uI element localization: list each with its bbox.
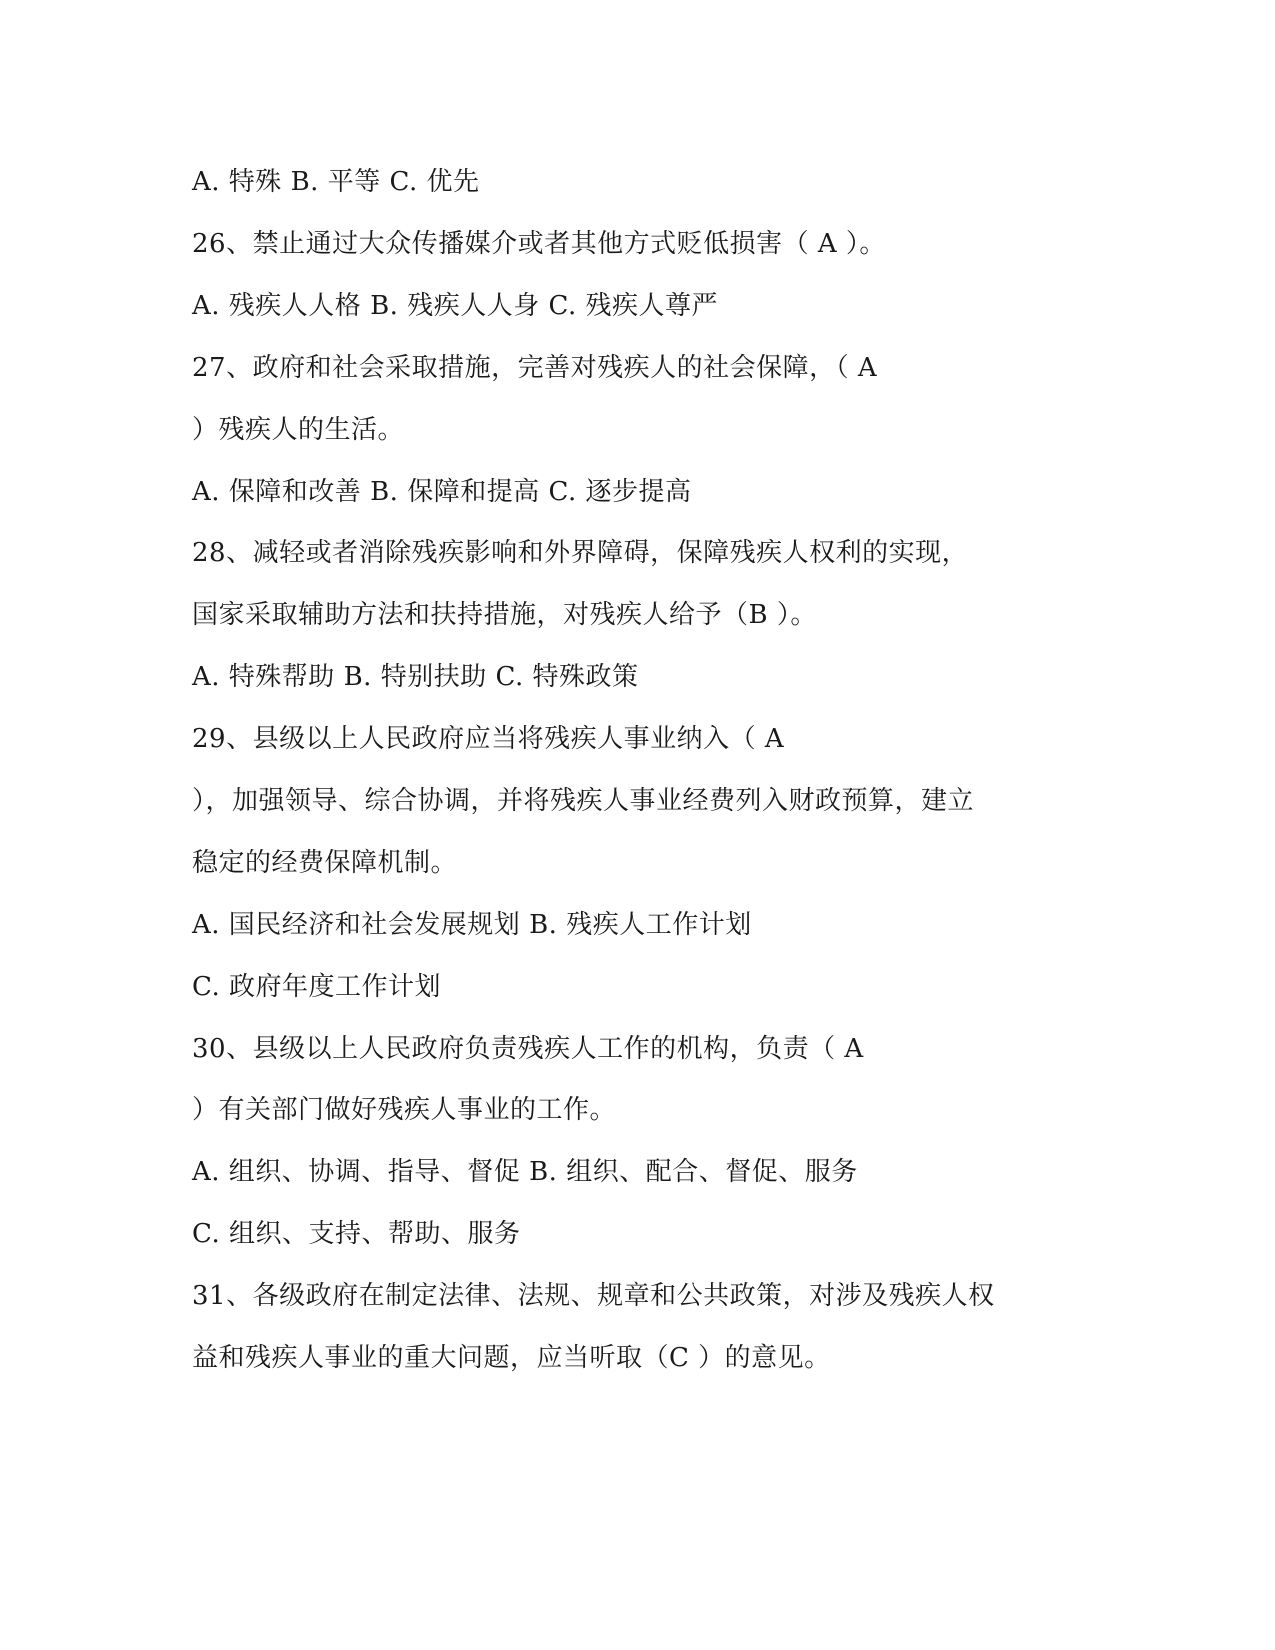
question-31-line-1: 31、各级政府在制定法律、法规、规章和公共政策，对涉及残疾人权 [192,1281,995,1311]
answer-options-25: A. 特殊 B. 平等 C. 优先 [192,167,480,197]
question-28-line-2: 国家采取辅助方法和扶持措施，对残疾人给予（B ）。 [192,600,817,630]
question-31-line-2: 益和残疾人事业的重大问题，应当听取（C ）的意见。 [192,1343,831,1373]
answer-options-29-line-1: A. 国民经济和社会发展规划 B. 残疾人工作计划 [192,910,752,940]
answer-options-28: A. 特殊帮助 B. 特别扶助 C. 特殊政策 [192,662,639,692]
question-29-line-1: 29、县级以上人民政府应当将残疾人事业纳入（ A [192,724,785,754]
question-27-line-2: ）残疾人的生活。 [192,415,405,445]
question-26: 26、禁止通过大众传播媒介或者其他方式贬低损害（ A ）。 [192,229,886,259]
answer-options-29-line-2: C. 政府年度工作计划 [192,972,441,1002]
answer-options-26: A. 残疾人人格 B. 残疾人人身 C. 残疾人尊严 [192,291,718,321]
question-29-line-3: 稳定的经费保障机制。 [192,848,458,878]
answer-options-30-line-2: C. 组织、支持、帮助、服务 [192,1219,521,1249]
question-29-line-2: ），加强领导、综合协调，并将残疾人事业经费列入财政预算，建立 [192,786,975,816]
answer-options-27: A. 保障和改善 B. 保障和提高 C. 逐步提高 [192,477,692,507]
answer-options-30-line-1: A. 组织、协调、指导、督促 B. 组织、配合、督促、服务 [192,1157,858,1187]
question-28-line-1: 28、减轻或者消除残疾影响和外界障碍，保障残疾人权利的实现， [192,538,969,568]
question-30-line-2: ）有关部门做好残疾人事业的工作。 [192,1095,617,1125]
question-27-line-1: 27、政府和社会采取措施，完善对残疾人的社会保障，（ A [192,353,878,383]
question-30-line-1: 30、县级以上人民政府负责残疾人工作的机构，负责（ A [192,1034,864,1064]
